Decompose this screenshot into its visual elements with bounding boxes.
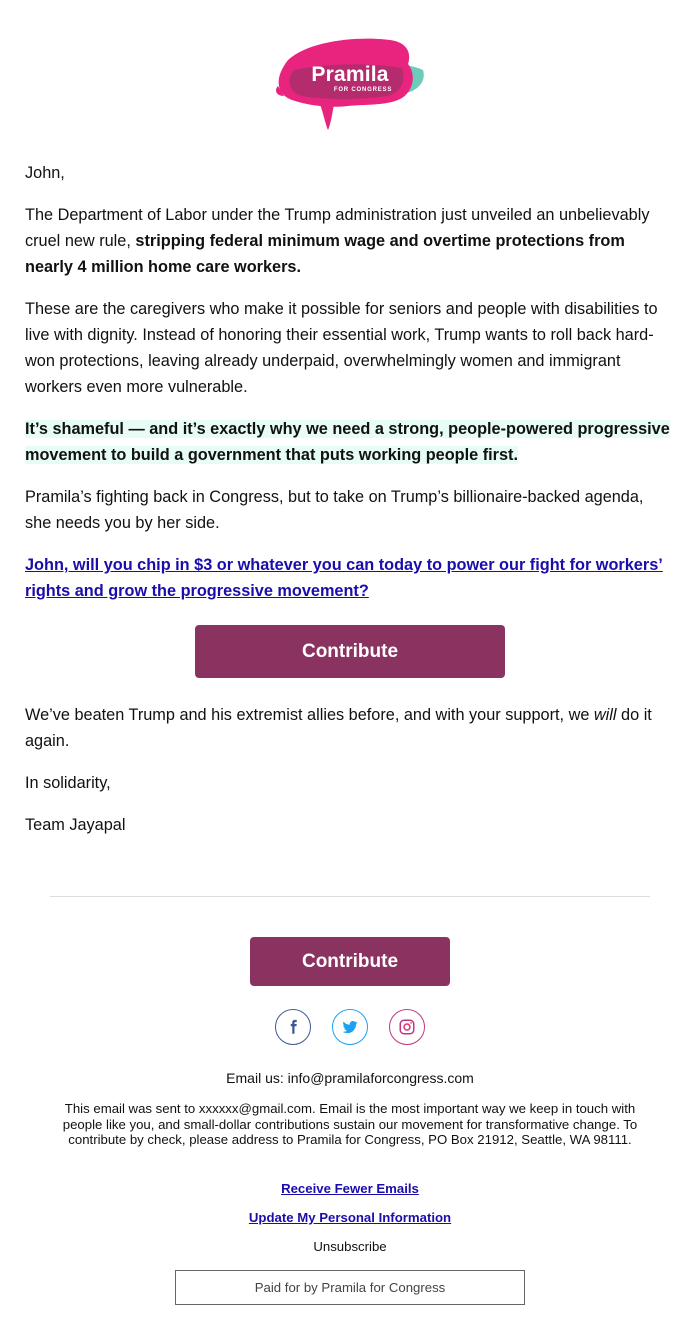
paragraph-5 [25, 702, 673, 754]
twitter-glyph [341, 1018, 359, 1036]
campaign-logo[interactable] [270, 30, 430, 135]
signature: Team Jayapal [25, 816, 126, 834]
update-personal-info-link[interactable]: Update My Personal Information [248, 1210, 452, 1225]
paragraph-1-text: The Department of Labor under the Trump administration just unveiled an unbelievably cruel new rule, [25, 206, 650, 250]
instagram-icon[interactable] [389, 1009, 425, 1045]
instagram-glyph [398, 1018, 416, 1036]
fewer-emails-row [0, 1181, 700, 1196]
facebook-glyph [284, 1018, 302, 1036]
paragraph-5-italic: will [593, 706, 617, 724]
closing-line: In solidarity, [25, 774, 111, 792]
greeting: John, [25, 164, 65, 182]
twitter-icon[interactable] [332, 1009, 368, 1045]
highlighted-statement: It’s shameful — and it’s exactly why we need a strong, people-powered progressive movement to build a government that puts working people first. [25, 420, 670, 464]
paragraph-4: Pramila’s fighting back in Congress, but to take on Trump’s billionaire-backed agenda, she needs you by her side. [25, 488, 644, 532]
ask-paragraph [25, 552, 673, 604]
facebook-icon[interactable] [275, 1009, 311, 1045]
logo-name: Pramila [311, 63, 389, 86]
donation-ask-link[interactable]: John, will you chip in $3 or whatever you can today to power our fight for workers’ rights and grow the progressive movement? [25, 556, 663, 600]
paragraph-1 [25, 202, 673, 280]
update-info-row [0, 1210, 700, 1225]
paragraph-5-end: do it again. [25, 706, 652, 750]
contact-email: Email us: info@pramilaforcongress.com [226, 1070, 474, 1086]
paid-for-disclaimer: Paid for by Pramila for Congress [175, 1270, 525, 1305]
logo-subtitle: FOR CONGRESS [333, 87, 393, 93]
contribute-button[interactable]: Contribute [195, 625, 505, 678]
receive-fewer-emails-link[interactable]: Receive Fewer Emails [281, 1181, 419, 1196]
email-body [25, 160, 673, 620]
footer-divider [50, 896, 650, 897]
paragraph-5-start: We’ve beaten Trump and his extremist allies before, and with your support, we [25, 706, 594, 724]
paragraph-2: These are the caregivers who make it possible for seniors and people with disabilities to live with dignity. Instead of honoring their essential work, Trump wants to roll back hard-won protections, leaving already underpaid, overwhelmingly women and immigrant workers even more vulnerable. [25, 300, 658, 396]
legal-disclaimer: This email was sent to xxxxxx@gmail.com. Email is the most important way we keep in touch with people like you, and small-dollar contributions sustain our movement for transformative change. To contribute by check, please address to Pramila for Congress, PO Box 21912, Seattle, WA 98111. [62, 1101, 638, 1147]
email-closing [25, 702, 673, 854]
paragraph-3 [25, 416, 673, 468]
footer-contribute-button[interactable]: Contribute [250, 937, 450, 986]
paragraph-1-bold: stripping federal minimum wage and overtime protections from nearly 4 million home care workers. [25, 232, 625, 276]
social-links [275, 1009, 425, 1047]
unsubscribe-link[interactable]: Unsubscribe [313, 1239, 387, 1254]
